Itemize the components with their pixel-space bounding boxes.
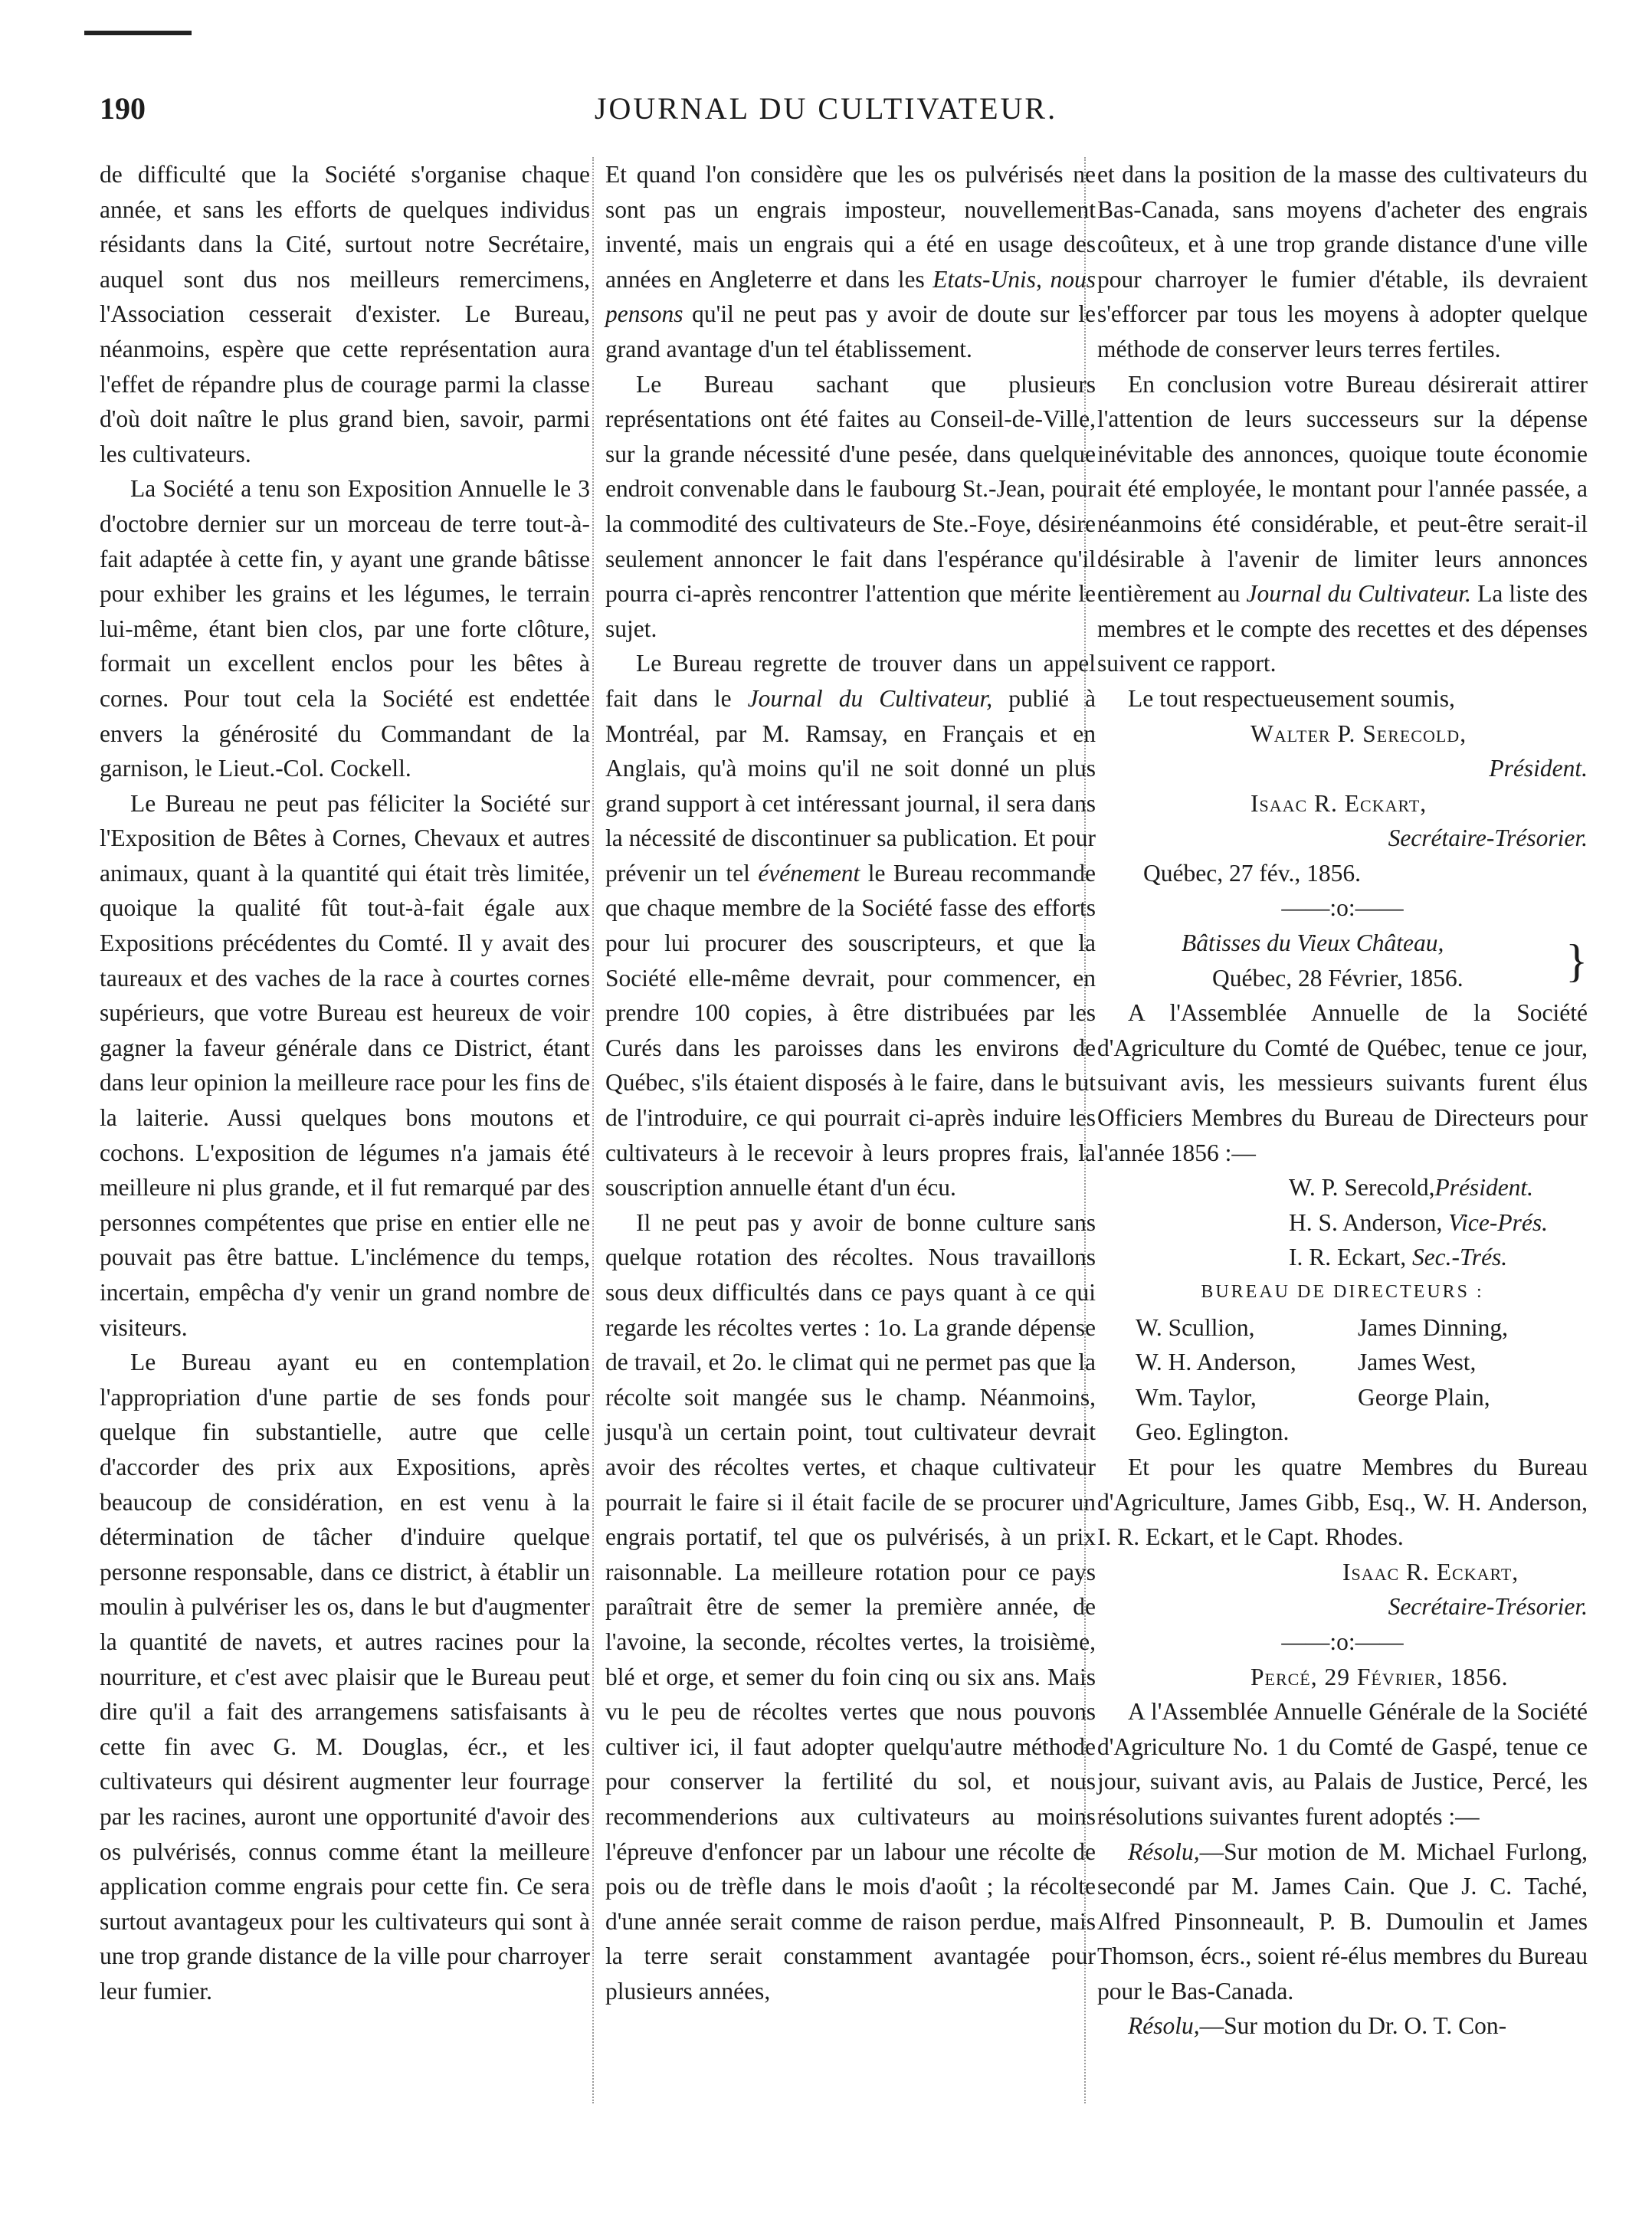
board-members: [1136, 1310, 1588, 1450]
top-rule: [84, 31, 192, 35]
officer-name: I. R. Eckart,: [1289, 1244, 1407, 1271]
place-date-block: [1097, 926, 1588, 995]
board-row: [1136, 1310, 1588, 1346]
board-member: W. Scullion,: [1136, 1313, 1255, 1341]
paragraph: A l'Assemblée Annuelle Générale de la Société d'Agriculture No. 1 du Comté de Gaspé, tenue ce jour, suivant avis, au Palais de Justice, Percé, les résolutions suivantes furent adoptés :—: [1097, 1698, 1588, 1830]
officer-title: Sec.-Trés.: [1411, 1244, 1508, 1271]
place-date: Québec, 27 fév., 1856.: [1143, 859, 1361, 887]
paragraph: Le Bureau ne peut pas féliciter la Société sur l'Exposition de Bêtes à Cornes, Chevaux et autres animaux, quant à la quantité qui était très limitée, quoique la qualité fût tout-à-fait égale aux Expositions précédentes du Comté. Il y avait des taureaux et des vaches de la race à courtes cornes supérieurs, que votre Bureau est heureux de voir gagner la faveur générale dans ce District, étant dans leur opinion la meilleure race pour les fins de la laiterie. Aussi quelques bons moutons et cochons. L'exposition de légumes n'a jamais été meilleure ni plus grande, et il fut remarqué par des personnes compétentes que prise en entier elle ne pouvait pas être battue. L'inclémence du temps, incertain, empêcha d'y venir un grand nombre de visiteurs.: [100, 789, 590, 1341]
officer-name: H. S. Anderson,: [1289, 1208, 1443, 1236]
paragraph: A l'Assemblée Annuelle de la Société d'Agriculture du Comté de Québec, tenue ce jour, suivant avis, les messieurs suivants furent élus Officiers Membres du Bureau de Directeurs pour l'année 1856 :—: [1097, 999, 1588, 1166]
brace-mark: }: [1565, 936, 1588, 987]
board-member: James West,: [1358, 1349, 1477, 1376]
column-3: [1097, 157, 1588, 2044]
board-row: [1136, 1415, 1588, 1450]
signatory-title: Président.: [1489, 755, 1588, 782]
closing-line: Le tout respectueusement soumis,: [1128, 684, 1455, 712]
paragraph: Le Bureau ayant eu en contemplation l'appropriation d'une partie de ses fonds pour quelque fin substantielle, autre que celle d'accorder des prix aux Expositions, après beaucoup de considération, en est venu à la détermination de tâcher d'induire quelque personne responsable, dans ce district, à établir un moulin à pulvériser les os, dans le but d'augmenter la quantité de navets, et autres racines pour la nourriture, et c'est avec plaisir que le Bureau peut dire qu'il a fait des arrangemens satisfaisants à cette fin avec G. M. Douglas, écr., et les cultivateurs qui désirent augmenter leur fourrage par les racines, auront une opportunité d'avoir des os pulvérisés, connus comme étant la meilleure application comme engrais pour cette fin. Ce sera surtout avantageux pour les cultivateurs qui sont à une trop grande distance de la ville pour charroyer leur fumier.: [100, 1349, 590, 2005]
paragraph: Et pour les quatre Membres du Bureau d'Agriculture, James Gibb, Esq., W. H. Anderson, I. R. Eckart, et le Capt. Rhodes.: [1097, 1453, 1588, 1551]
date-line: Québec, 28 Février, 1856.: [1212, 964, 1464, 992]
board-member: James Dinning,: [1358, 1313, 1508, 1341]
signatory-name: Walter P. Serecold,: [1250, 720, 1467, 747]
paragraph: Le Bureau regrette de trouver dans un appel fait dans le Journal du Cultivateur, publié à Montréal, par M. Ramsay, en Français et en Anglais, qu'à moins qu'il ne soit donné un plus grand support à cet intéressant journal, il sera dans la nécessité de discontinuer sa publication. Et pour prévenir un tel événement le Bureau recommande que chaque membre de la Société fasse des efforts pour lui procurer des souscripteurs, et que la Société elle-même devrait, pour commencer, en prendre 100 copies, à être distribuées par les Curés dans les paroisses dans les environs de Québec, s'ils étaient disposés à le faire, dans le but de l'introduire, ce qui pourrait ci-après induire les cultivateurs à le recevoir à leurs propres frais, la souscription annuelle étant d'un écu.: [605, 650, 1096, 1202]
column-1: [100, 157, 590, 2008]
place-date: Percé, 29 Février, 1856.: [1250, 1663, 1509, 1690]
officers-list: [1097, 1170, 1588, 1275]
paragraph: Résolu,—Sur motion du Dr. O. T. Con-: [1128, 2012, 1507, 2040]
place-line: Bâtisses du Vieux Château,: [1182, 929, 1444, 957]
board-row: [1136, 1345, 1588, 1380]
paragraph: et dans la position de la masse des cultivateurs du Bas-Canada, sans moyens d'acheter des engrais coûteux, et à une trop grande distance d'une ville pour charroyer le fumier d'étable, ils devraient s'efforcer par tous les moyens à adopter quelque méthode de conserver leurs terres fertiles.: [1097, 161, 1588, 362]
paragraph: Le Bureau sachant que plusieurs représentations ont été faites au Conseil-de-Ville, sur la grande nécessité d'une pesée, dans quelque endroit convenable dans le faubourg St.-Jean, pour la commodité des cultivateurs de Ste.-Foye, désire seulement annoncer le fait dans l'espérance qu'il pourra ci-après rencontrer l'attention que mérite le sujet.: [605, 370, 1096, 642]
paragraph: Résolu,—Sur motion de M. Michael Furlong, secondé par M. James Cain. Que J. C. Taché, Alfred Pinsonneault, P. B. Dumoulin et James Thomson, écrs., soient ré-élus membres du Bureau pour le Bas-Canada.: [1097, 1838, 1588, 2005]
paragraph: En conclusion votre Bureau désirerait attirer l'attention de leurs successeurs sur la dépense inévitable des annonces, quoique toute économie ait été employée, le montant pour l'année passée, a néanmoins été considérable, et peut-être serait-il désirable à l'avenir de limiter leurs annonces entièrement au Journal du Cultivateur. La liste des membres et le compte des recettes et des dépenses suivent ce rapport.: [1097, 370, 1588, 677]
board-member: Wm. Taylor,: [1136, 1383, 1257, 1411]
paragraph: Il ne peut pas y avoir de bonne culture sans quelque rotation des récoltes. Nous travaillons sous deux difficultés dans ce pays quant à ce qui regarde les récoltes vertes : 1o. La grande dépense de travail, et 2o. le climat qui ne permet pas que la récolte soit mangée sus le champ. Néanmoins, jusqu'à un certain point, tout cultivateur devrait avoir des récoltes vertes, et chaque cultivateur pourrait le faire si il était facile de se procurer un engrais portatif, tel que os pulvérisés, à un prix raisonnable. La meilleure rotation pour ce pays paraîtrait être de semer la première année, de l'avoine, la seconde, récoltes vertes, la troisième, blé et orge, et semer du foin cinq ou six ans. Mais vu le peu de récoltes vertes que nous pouvons cultiver ici, il faut adopter quelqu'autre méthode pour conserver la fertilité du sol, et nous recommenderions aux cultivateurs au moins l'épreuve d'enfoncer par un labour une récolte de pois ou de trèfle dans le mois d'août ; la récolte d'une année serait comme de raison perdue, mais la terre serait constamment avantagée pour plusieurs années,: [605, 1208, 1096, 2005]
signatory-title: Secrétaire-Trésorier.: [1388, 825, 1588, 852]
page-number: 190: [100, 91, 146, 126]
board-row: [1136, 1380, 1588, 1415]
board-member: W. H. Anderson,: [1136, 1349, 1296, 1376]
page-header: [84, 90, 1568, 136]
signature-secretary: [1097, 1555, 1588, 1624]
paragraph: La Société a tenu son Exposition Annuelle le 3 d'octobre dernier sur un morceau de terre tout-à-fait adaptée à cette fin, y ayant une grande bâtisse pour exhiber les grains et les légumes, le terrain lui-même, étant bien clos, par une forte clôture, formait un excellent enclos pour les bêtes à cornes. Pour tout cela la Société est endettée envers la générosité du Commandant de la garnison, le Lieut.-Col. Cockell.: [100, 475, 590, 782]
signature-president: [1097, 716, 1588, 786]
signatory-name: Isaac R. Eckart,: [1342, 1558, 1519, 1585]
officer-title: Président.: [1434, 1174, 1534, 1202]
board-heading: BUREAU DE DIRECTEURS :: [1201, 1282, 1484, 1302]
signatory-title: Secrétaire-Trésorier.: [1388, 1593, 1588, 1621]
officer-name: W. P. Serecold,: [1289, 1174, 1435, 1202]
board-member: George Plain,: [1358, 1383, 1490, 1411]
officer-title: Vice-Prés.: [1448, 1208, 1548, 1236]
column-2: [605, 157, 1096, 2008]
signatory-name: Isaac R. Eckart,: [1250, 789, 1427, 817]
column-divider: [592, 157, 595, 2103]
paragraph: de difficulté que la Société s'organise chaque année, et sans les efforts de quelques individus résidants dans la Cité, surtout notre Secrétaire, auquel sont dus nos meilleurs remercimens, l'Association cesserait d'exister. Le Bureau, néanmoins, espère que cette représentation aura l'effet de répandre plus de courage parmi la classe d'où doit naître le plus grand bien, savoir, parmi les cultivateurs.: [100, 161, 590, 467]
running-head: JOURNAL DU CULTIVATEUR.: [594, 91, 1058, 126]
signature-secretary: [1097, 786, 1588, 856]
board-member: Geo. Eglington.: [1136, 1418, 1290, 1446]
paragraph: Et quand l'on considère que les os pulvérisés ne sont pas un engrais imposteur, nouvellement inventé, mais un engrais qui a été en usage des années en Angleterre et dans les Etats-Unis, nous pensons qu'il ne peut pas y avoir de doute sur le grand avantage d'un tel établissement.: [605, 161, 1096, 362]
separator: ——:o:——: [1281, 1628, 1404, 1655]
separator: ——:o:——: [1281, 894, 1404, 922]
